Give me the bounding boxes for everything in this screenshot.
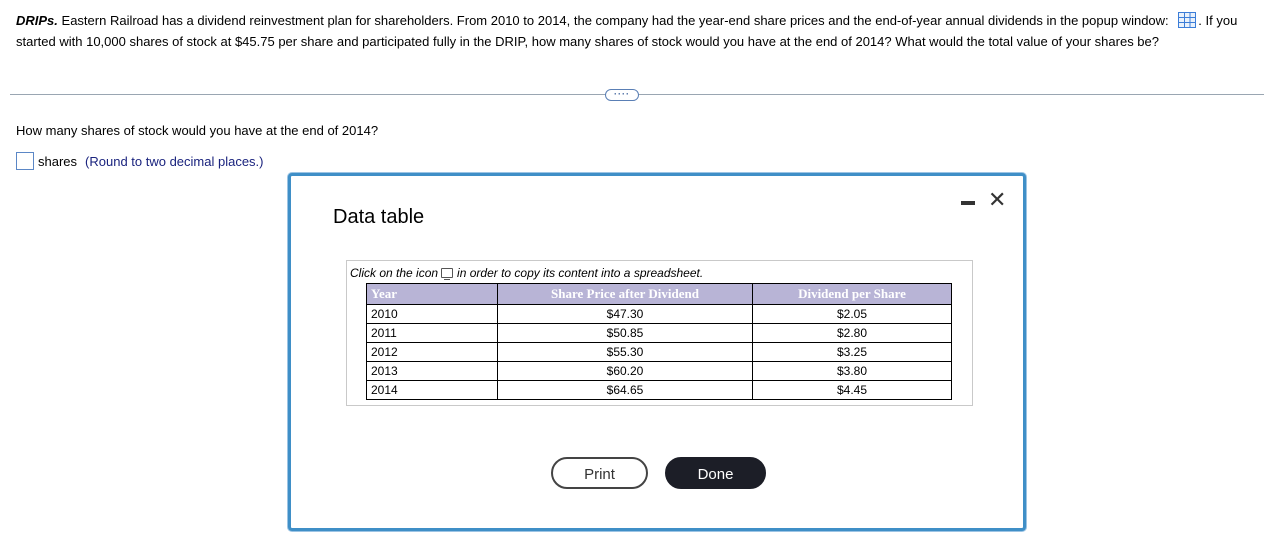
table-row	[367, 305, 952, 324]
table-row	[367, 381, 952, 400]
cell-dividend: $2.05	[753, 305, 952, 324]
cell-share-price: $47.30	[498, 305, 753, 324]
header-share-price: Share Price after Dividend	[498, 284, 753, 305]
cell-dividend: $4.45	[753, 381, 952, 400]
copy-hint-before: Click on the icon	[350, 266, 439, 280]
cell-dividend: $3.25	[753, 343, 952, 362]
question-lead: DRIPs.	[16, 13, 58, 28]
sub-question: How many shares of stock would you have at the end of 2014?	[16, 123, 379, 138]
copy-to-spreadsheet-icon[interactable]	[441, 268, 453, 278]
cell-dividend: $3.80	[753, 362, 952, 381]
copy-hint-after: in order to copy its content into a spreadsheet.	[457, 266, 704, 280]
cell-dividend: $2.80	[753, 324, 952, 343]
answer-row	[16, 152, 264, 170]
table-row	[367, 324, 952, 343]
data-table	[366, 283, 952, 400]
cell-year: 2013	[367, 362, 498, 381]
table-row	[367, 343, 952, 362]
table-panel	[346, 260, 973, 406]
header-year: Year	[367, 284, 498, 305]
dialog-title: Data table	[333, 206, 425, 228]
question-body-continued: . If you started with 10,000 shares of stock at $45.75 per share and participated fully in the DRIP, how many shares of stock would you have at the end of 2014? What would the total value of your shares be?	[16, 13, 1238, 49]
rounding-hint: (Round to two decimal places.)	[85, 153, 264, 169]
answer-unit: shares	[38, 153, 78, 169]
copy-hint	[350, 266, 703, 280]
cell-year: 2014	[367, 381, 498, 400]
table-grid-icon[interactable]	[1178, 12, 1196, 28]
cell-share-price: $50.85	[498, 324, 753, 343]
done-button[interactable]: Done	[665, 457, 766, 489]
cell-share-price: $64.65	[498, 381, 753, 400]
cell-year: 2012	[367, 343, 498, 362]
data-table-dialog	[288, 173, 1026, 531]
shares-answer-input[interactable]	[16, 152, 34, 170]
header-dividend: Dividend per Share	[753, 284, 952, 305]
print-button[interactable]: Print	[551, 457, 648, 489]
cell-share-price: $60.20	[498, 362, 753, 381]
question-body: Eastern Railroad has a dividend reinvestment plan for shareholders. From 2010 to 2014, the company had the year-end share prices and the end-of-year annual dividends in the popup window:	[61, 13, 1169, 28]
question-text	[16, 10, 1261, 52]
more-options-button[interactable]: ····	[605, 89, 639, 101]
cell-share-price: $55.30	[498, 343, 753, 362]
minimize-icon[interactable]	[961, 201, 975, 205]
table-row	[367, 362, 952, 381]
table-header-row	[367, 284, 952, 305]
cell-year: 2011	[367, 324, 498, 343]
cell-year: 2010	[367, 305, 498, 324]
close-icon[interactable]: ✕	[988, 187, 1007, 212]
